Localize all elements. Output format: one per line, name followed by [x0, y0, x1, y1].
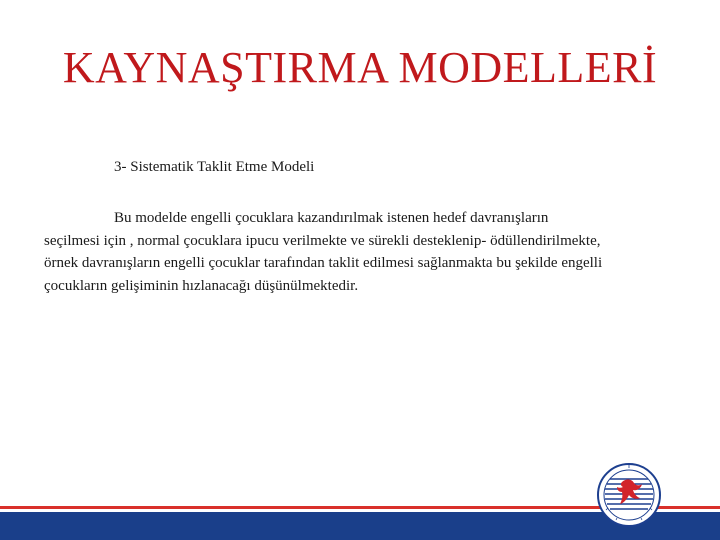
slide-title: KAYNAŞTIRMA MODELLERİ — [62, 43, 658, 92]
university-seal-graphic — [596, 462, 662, 528]
university-seal-icon — [596, 462, 662, 528]
slide-body-text: Bu modelde engelli çocuklara kazandırılmak istenen hedef davranışların seçilmesi için , normal çocuklara ipucu verilmekte ve sürekli desteklenip- ödüllendirilmekte, örnek davranışların engelli çocuklar tarafından taklit edilmesi sağlanmakta bu şekilde engelli çocukların gelişiminin hızlanacağı düşünülmektedir. — [44, 210, 603, 294]
slide-subtitle: 3- Sistematik Taklit Etme Modeli — [114, 159, 315, 175]
